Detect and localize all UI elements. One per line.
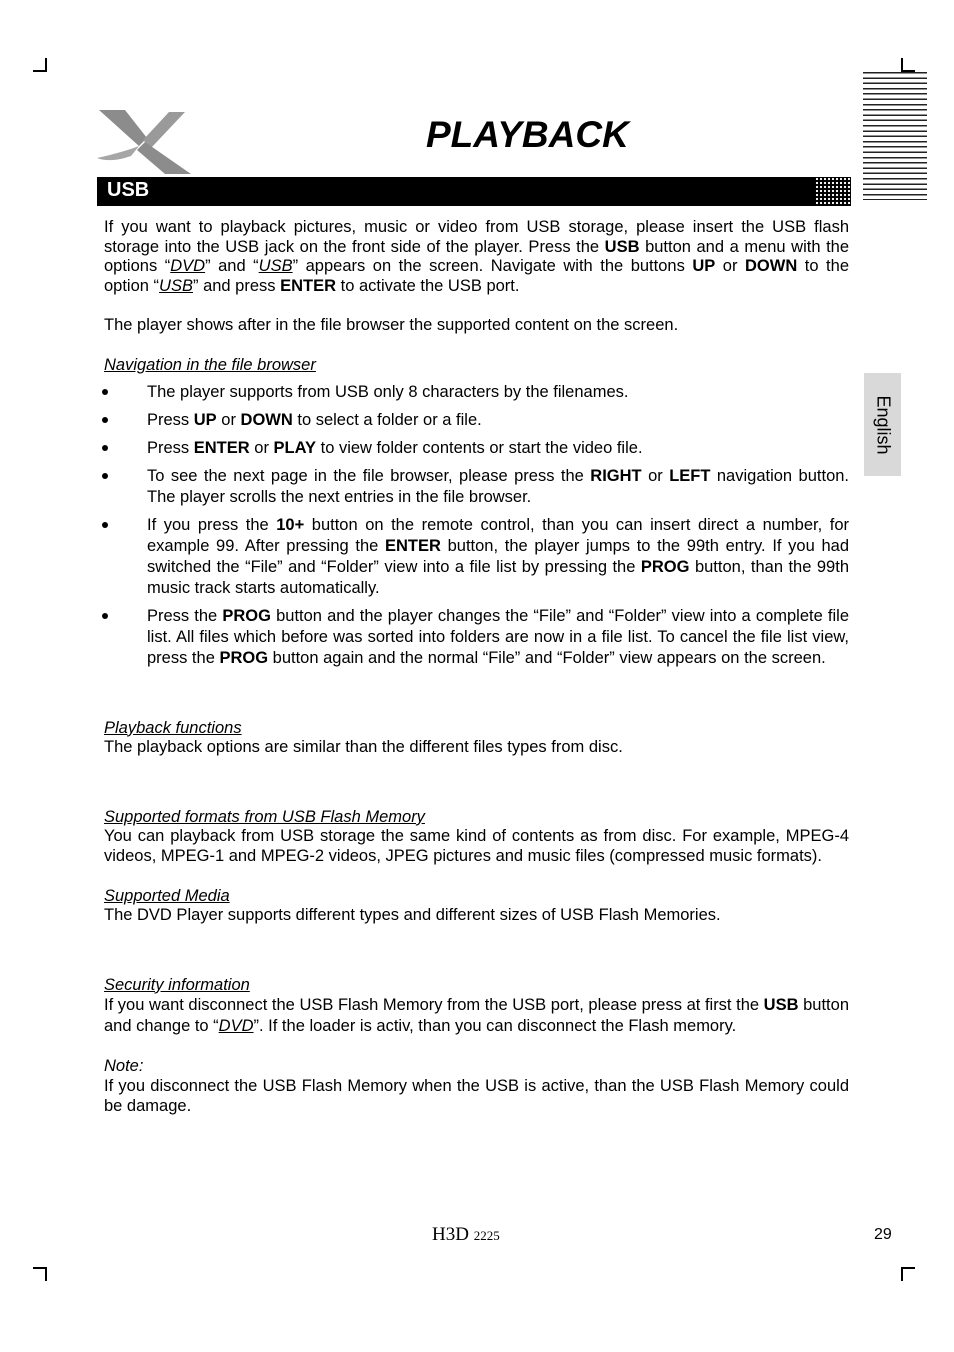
- list-item: [104, 382, 849, 403]
- bullet-icon: [102, 445, 108, 451]
- formats-heading: Supported formats from USB Flash Memory: [104, 807, 425, 826]
- media-text: The DVD Player supports different types and different sizes of USB Flash Memories.: [104, 906, 721, 925]
- media-heading: Supported Media: [104, 886, 230, 905]
- formats-text: You can playback from USB storage the same kind of contents as from disc. For example, MPEG-4 videos, MPEG-1 and MPEG-2 videos, JPEG pictures and music files (compressed music formats).: [104, 827, 849, 865]
- page-number: 29: [874, 1226, 892, 1243]
- note-text: If you disconnect the USB Flash Memory when the USB is active, than the USB Flash Memory could be damage.: [104, 1076, 849, 1115]
- bullet-icon: [102, 522, 108, 528]
- brand-x-logo: [95, 108, 195, 178]
- section-header-bar: [97, 177, 851, 206]
- list-item: [104, 515, 849, 599]
- security-text: If you want disconnect the USB Flash Memory from the USB port, please press at first the USB button and change to “DVD”. If the loader is activ, than you can disconnect the Flash memory.: [104, 996, 849, 1036]
- list-item-text: Press UP or DOWN to select a folder or a file.: [147, 410, 482, 429]
- main-content: [104, 218, 849, 1116]
- language-tab-label: English: [873, 394, 893, 455]
- playback-heading: Playback functions: [104, 718, 242, 737]
- decorative-stripes: [863, 72, 927, 200]
- crop-mark-bottom-right: [901, 1267, 915, 1281]
- playback-text: The playback options are similar than the different files types from disc.: [104, 738, 623, 757]
- bullet-icon: [102, 473, 108, 479]
- list-item-text: Press the PROG button and the player changes the “File” and “Folder” view into a complete file list. All files which before was sorted into folders are now in a file list. To cancel the file list view, press the PROG button again and the normal “File” and “Folder” view appears on the screen.: [147, 606, 849, 667]
- list-item-text: To see the next page in the file browser, please press the RIGHT or LEFT navigation button. The player scrolls the next entries in the file browser.: [147, 466, 850, 506]
- model-logo: [432, 1224, 500, 1246]
- page-title: PLAYBACK: [426, 114, 629, 155]
- model-number: 2225: [473, 1228, 500, 1243]
- crop-mark-bottom-left: [33, 1267, 47, 1281]
- list-item-text: If you press the 10+ button on the remote control, than you can insert direct a number, for example 99. After pressing the ENTER button, the player jumps to the 99th entry. If you had switched the “File” and “Folder” view into a file list by pressing the PROG button, than the 99th music track starts automatically.: [147, 515, 850, 597]
- section-bar-pattern: [815, 177, 851, 206]
- list-item: [104, 438, 849, 459]
- list-item: [104, 410, 849, 431]
- crop-mark-top-right: [901, 58, 915, 72]
- navigation-heading: Navigation in the file browser: [104, 355, 316, 374]
- intro-paragraph: If you want to playback pictures, music or video from USB storage, please insert the USB flash storage into the USB jack on the front side of the player. Press the USB button and a menu with the options “DVD” and “USB” appears on the screen. Navigate with the buttons UP or DOWN to the option “USB” and press ENTER to activate the USB port.: [104, 218, 850, 295]
- model-prefix: H3D: [432, 1224, 469, 1245]
- security-heading: Security information: [104, 975, 250, 994]
- list-item: [104, 606, 849, 669]
- list-item: [104, 466, 849, 508]
- bullet-icon: [102, 417, 108, 423]
- list-item-text: Press ENTER or PLAY to view folder contents or start the video file.: [147, 438, 643, 457]
- language-tab: [864, 373, 901, 476]
- section-title: USB: [107, 179, 150, 201]
- crop-mark-top-left: [33, 58, 47, 72]
- intro-paragraph-2: The player shows after in the file browser the supported content on the screen.: [104, 316, 679, 335]
- note-label: Note:: [104, 1057, 144, 1076]
- list-item-text: The player supports from USB only 8 characters by the filenames.: [147, 382, 629, 401]
- bullet-icon: [102, 389, 108, 395]
- navigation-list: [104, 382, 849, 669]
- bullet-icon: [102, 613, 108, 619]
